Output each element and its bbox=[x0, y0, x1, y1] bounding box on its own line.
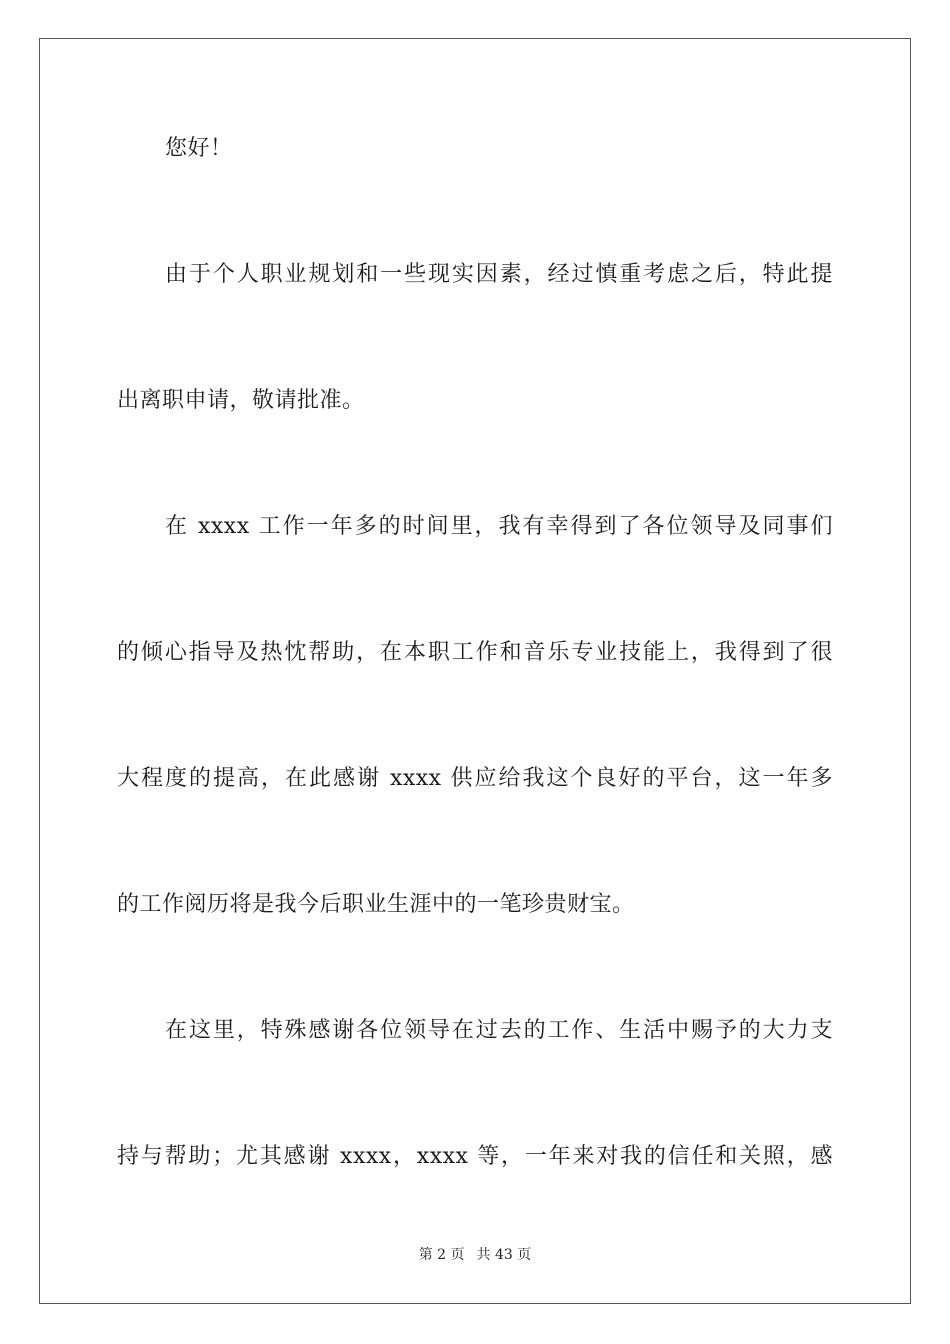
greeting-line: 您好！ bbox=[165, 136, 233, 161]
page-number: 第 2 页 bbox=[418, 1247, 465, 1263]
body-line-5: 大程度的提高，在此感谢 xxxx 供应给我这个良好的平台，这一年多 bbox=[117, 766, 833, 791]
body-line-4: 的倾心指导及热忱帮助，在本职工作和音乐专业技能上，我得到了很 bbox=[117, 640, 833, 665]
body-line-3: 在 xxxx 工作一年多的时间里，我有幸得到了各位领导及同事们 bbox=[165, 514, 833, 539]
body-line-7: 在这里，特殊感谢各位领导在过去的工作、生活中赐予的大力支 bbox=[165, 1018, 833, 1043]
body-line-1: 由于个人职业规划和一些现实因素，经过慎重考虑之后，特此提 bbox=[165, 262, 833, 287]
page-border bbox=[39, 38, 911, 1304]
page-footer bbox=[0, 1246, 950, 1264]
body-line-8: 持与帮助；尤其感谢 xxxx，xxxx 等，一年来对我的信任和关照，感 bbox=[117, 1144, 833, 1169]
body-line-6: 的工作阅历将是我今后职业生涯中的一笔珍贵财宝。 bbox=[117, 892, 635, 917]
body-line-2: 出离职申请，敬请批准。 bbox=[117, 388, 365, 413]
page-total: 共 43 页 bbox=[476, 1247, 532, 1263]
